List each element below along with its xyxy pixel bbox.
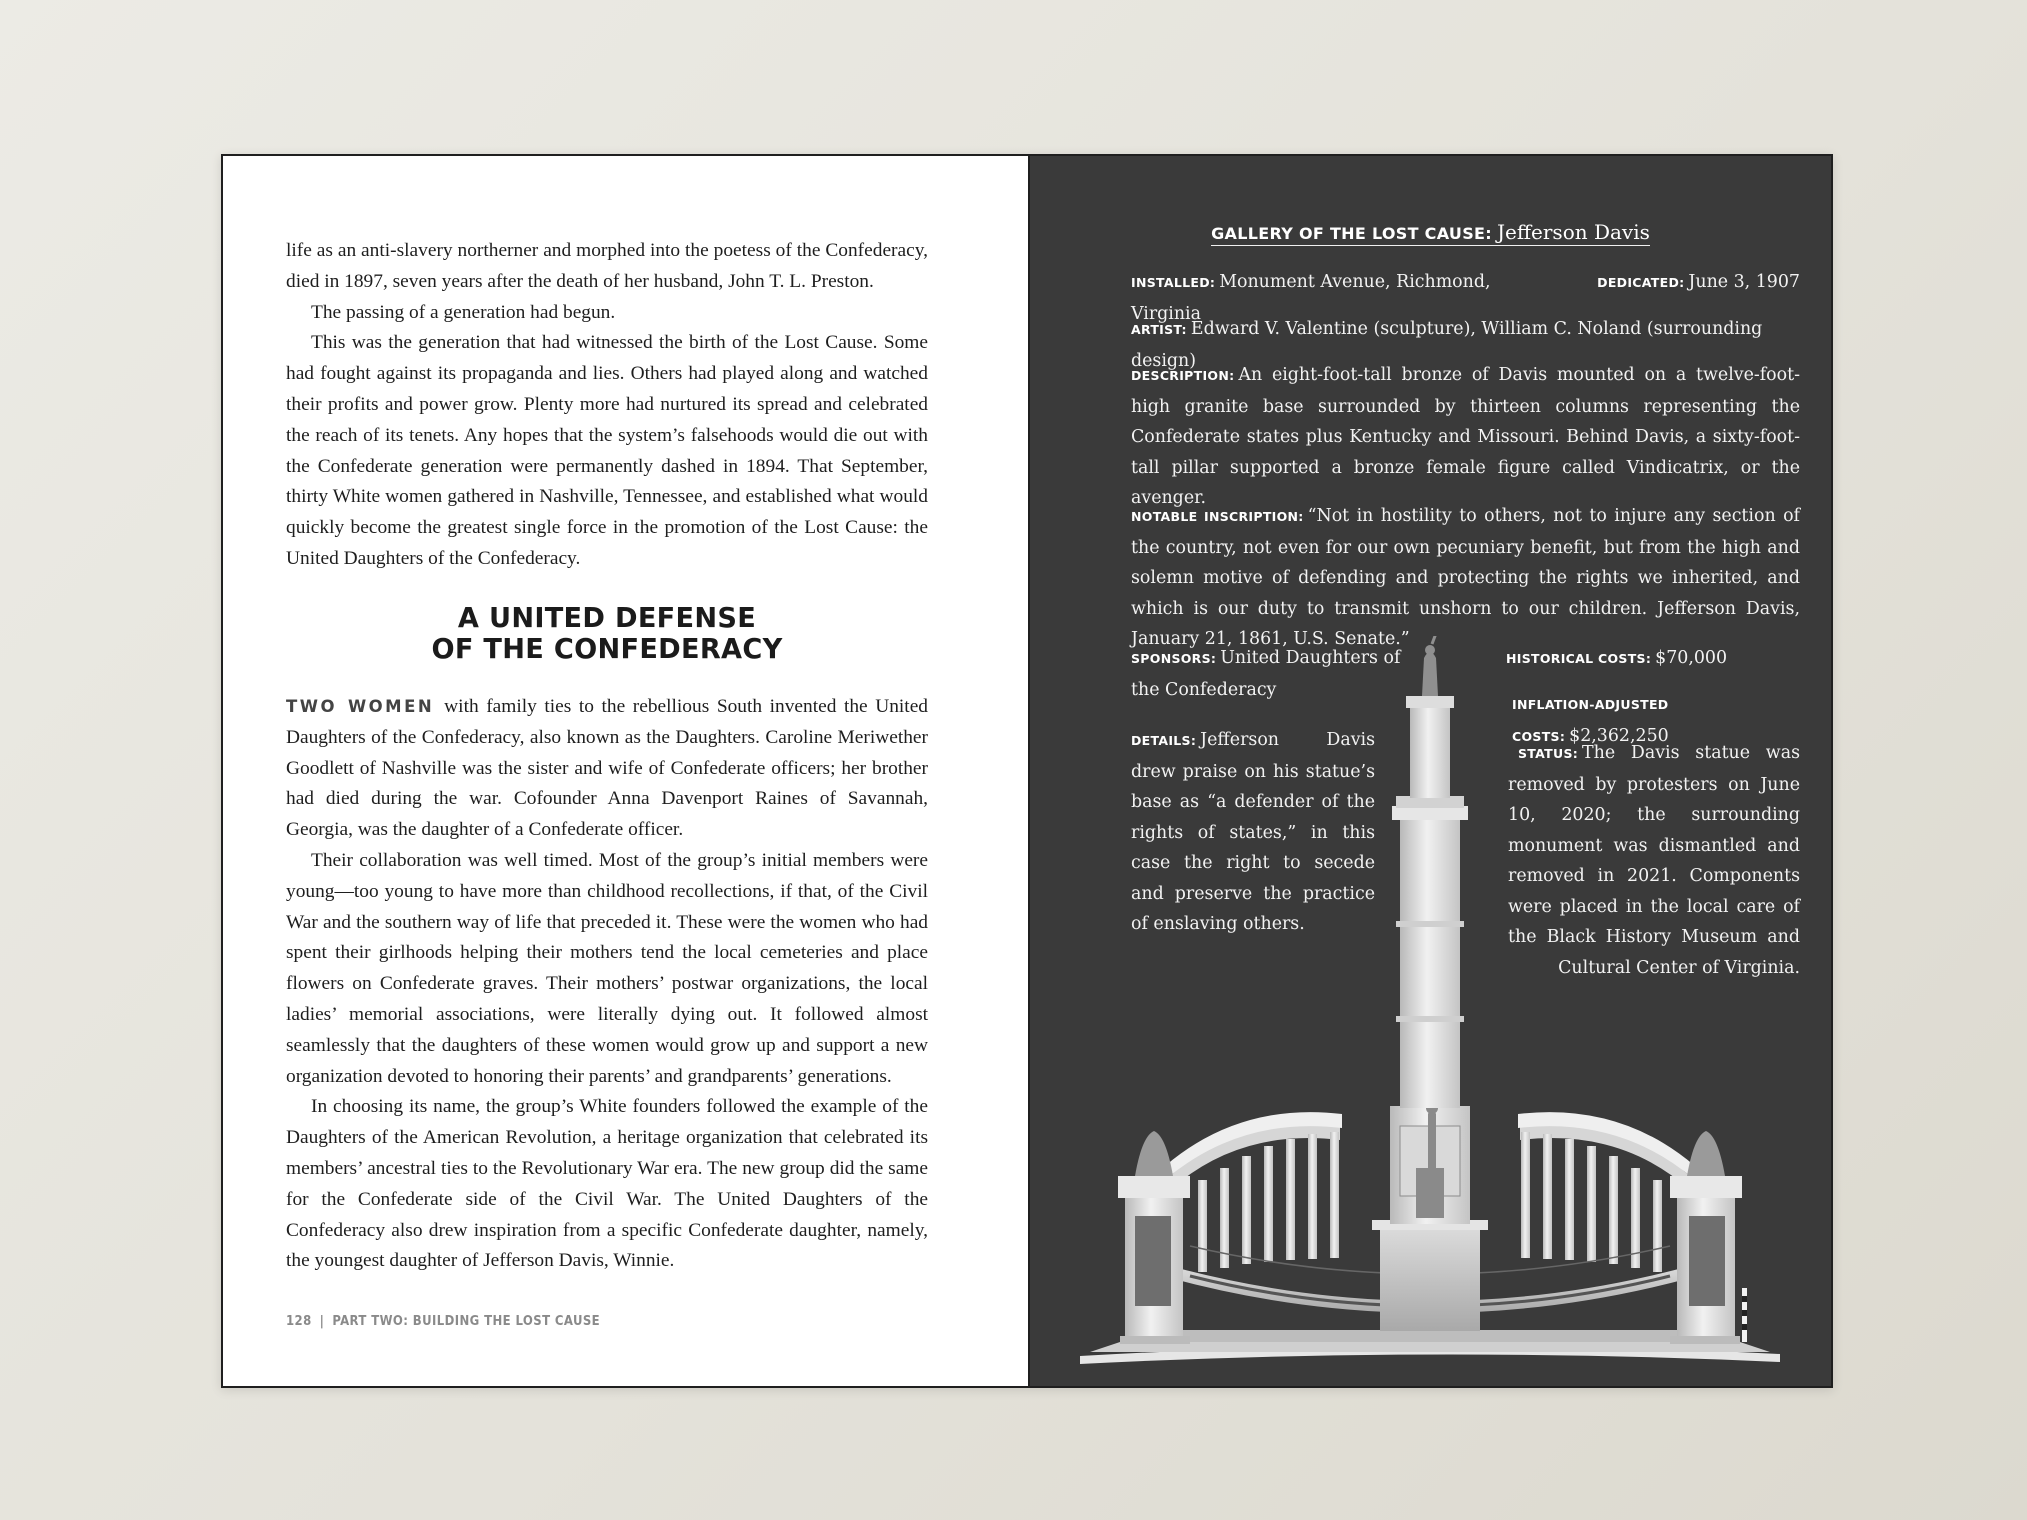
running-head: PART TWO: BUILDING THE LOST CAUSE <box>332 1314 601 1329</box>
paragraph: In choosing its name, the group’s White founders followed the example of the Daughters of the American Revolution, a heritage organization that celebrated its members’ ancestral ties to the Revolutionary War era. The new group did the same for the Confederate side of the Civil War. The United Daughters of the Confederacy also drew inspiration from a specific Confederate daughter, namely, the youngest daughter of Jefferson Davis, Winnie. <box>286 1096 928 1272</box>
paragraph: Their collaboration was well timed. Most of the group’s initial members were young—too young to have more than childhood recollections, if that, of the Civil War and the southern way of life that preceded it. These were the women who had spent their girlhoods helping their mothers tend the local cemeteries and place flowers on Confederate graves. Their mothers’ postwar organizations, the local ladies’ memorial associations, were literally dying out. It followed almost seamlessly that the daughters of these women would grow up and support a new organization devoted to honoring their parents’ and grandparents’ generations. <box>286 849 928 1087</box>
field-value: Monument Avenue, Richmond, Virginia <box>1131 272 1491 324</box>
field-label: HISTORICAL COSTS: <box>1506 651 1652 666</box>
field-value: An eight-foot-tall bronze of Davis mounted on a twelve-foot-high granite base surrounded by thirteen columns representing the Confederate states plus Kentucky and Missouri. Behind Davis, a sixty-foot-tall pillar supported a bronze female figure called Vindicatrix, or the avenger. <box>1131 365 1800 508</box>
paragraph: life as an anti-slavery northerner and morphed into the poetess of the Confederacy, died in 1897, seven years after the death of her husband, John T. L. Preston. <box>286 240 928 292</box>
dedicated-field <box>1550 267 1800 299</box>
field-label: SPONSORS: <box>1131 651 1217 666</box>
field-label: STATUS: <box>1518 746 1579 761</box>
book-spread <box>221 154 1833 1388</box>
plaza <box>1080 1330 1780 1364</box>
field-label: NOTABLE INSCRIPTION: <box>1131 509 1304 524</box>
paragraph: This was the generation that had witnessed the birth of the Lost Cause. Some had fought against its propaganda and lies. Others had played along and watched their profits and power grow. Plenty more had nurtured its spread and celebrated the reach of its tenets. Any hopes that the system’s falsehoods would die out with the Confederate generation were permanently dashed in 1894. That September, thirty White women gathered in Nashville, Tennessee, and established what would quickly become the greatest single force in the promotion of the Lost Cause: the United Daughters of the Confederacy. <box>286 332 928 569</box>
description-field <box>1131 360 1800 514</box>
field-value: June 3, 1907 <box>1688 272 1800 292</box>
page-footer <box>286 1314 600 1329</box>
gallery-title-label: GALLERY OF THE LOST CAUSE: <box>1211 224 1492 243</box>
field-label: INFLATION-ADJUSTED COSTS: <box>1512 697 1669 744</box>
section-heading <box>296 602 919 664</box>
field-label: INSTALLED: <box>1131 275 1216 290</box>
body-text-top <box>286 236 928 575</box>
heading-line: A UNITED DEFENSE <box>457 601 757 634</box>
page-number: 128 <box>286 1314 312 1329</box>
paragraph-text: with family ties to the rebellious South invented the United Daughters of the Confederacy, also known as the Daughters. Caroline Meriwether Goodlett of Nashville was the sister and wife of Confederate officers; her brother had died during the war. Cofounder Anna Davenport Raines of Savannah, Georgia, was the daughter of a Confederate officer. <box>286 696 928 841</box>
field-label: DEDICATED: <box>1597 275 1685 290</box>
inscription-field <box>1131 501 1800 655</box>
field-label: DETAILS: <box>1131 733 1197 748</box>
right-page <box>1030 156 1831 1386</box>
field-value: $70,000 <box>1655 648 1728 668</box>
heading-line: OF THE CONFEDERACY <box>431 632 783 665</box>
central-column <box>1372 636 1488 1331</box>
field-label: ARTIST: <box>1131 322 1187 337</box>
paragraph: The passing of a generation had begun. <box>311 301 616 323</box>
gallery-title-name: Jefferson Davis <box>1496 220 1650 244</box>
field-value: The Davis statue was removed by protesters on June 10, 2020; the surrounding monument was dismantled and removed in 2021. Components were placed in the local care of the Black History Museum and Cultural Center of Virginia. <box>1508 743 1800 978</box>
lead-in: TWO WOMEN <box>286 697 435 716</box>
left-page <box>223 156 1030 1386</box>
footer-separator: | <box>319 1314 325 1329</box>
field-value: Jefferson Davis drew praise on his statue’s base as “a defender of the rights of states,” in this case the right to secede and preserve the practice of enslaving others. <box>1131 730 1375 934</box>
striped-post <box>1742 1288 1747 1342</box>
monument-illustration <box>1080 636 1780 1372</box>
gallery-title <box>1030 220 1831 245</box>
paragraph <box>286 692 928 846</box>
field-value: United Daughters of the Confederacy <box>1131 648 1401 700</box>
field-label: DESCRIPTION: <box>1131 368 1235 383</box>
field-value: $2,362,250 <box>1569 725 1669 746</box>
body-text-bottom <box>286 692 928 1277</box>
field-value: Edward V. Valentine (sculpture), William C. Noland (surrounding design) <box>1131 319 1763 371</box>
field-value: “Not in hostility to others, not to injure any section of the country, not even for our own pecuniary benefit, but from the high and solemn motive of defending and protecting the rights we inherited, and which is our duty to transmit unshorn to our children. Jefferson Davis, January 21, 1861, U.S. Senate.” <box>1131 506 1800 649</box>
